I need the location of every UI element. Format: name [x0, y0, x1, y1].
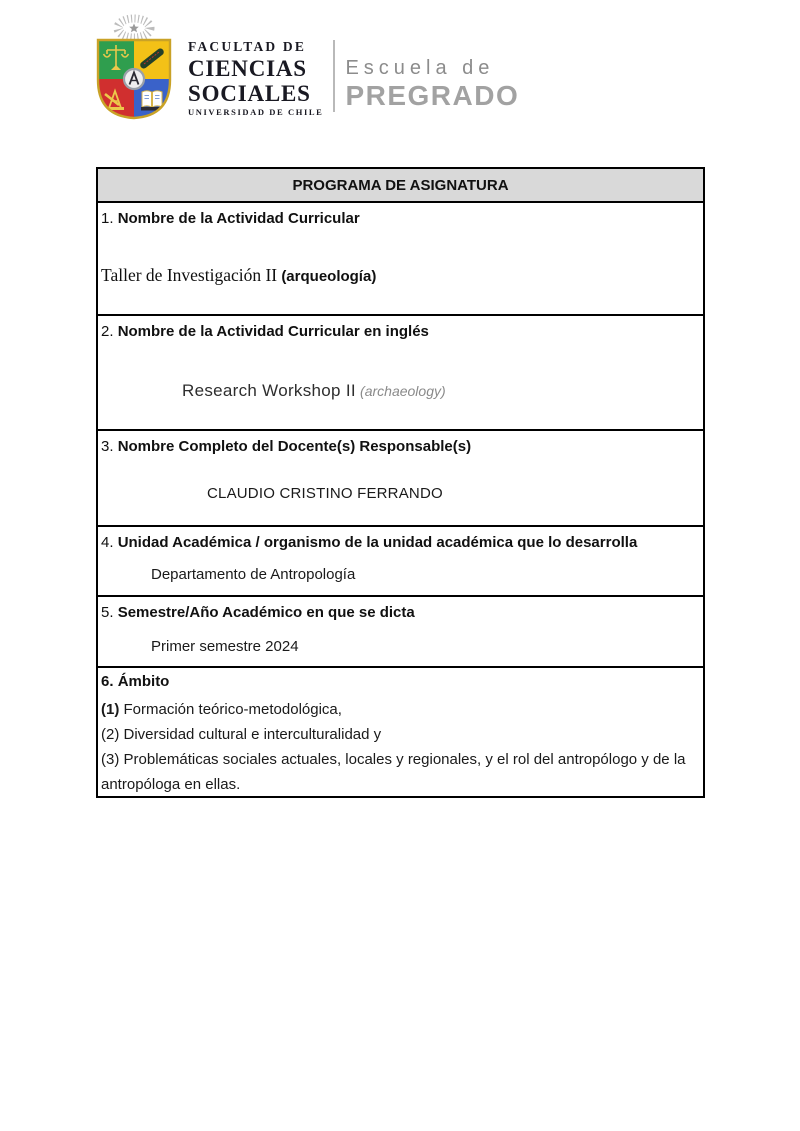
row6-number: 6.	[101, 673, 114, 690]
faculty-line1: FACULTAD DE	[188, 39, 307, 54]
table-row-curricular-name-english	[98, 316, 703, 431]
table-row-unidad-academica	[98, 527, 703, 597]
row4-number: 4.	[101, 534, 114, 551]
faculty-line3: SOCIALES	[188, 80, 311, 106]
docente-name: CLAUDIO CRISTINO FERRANDO	[207, 485, 443, 502]
row4-title: Unidad Académica / organismo de la unidad académica que lo desarrolla	[117, 534, 638, 551]
row3-title: Nombre Completo del Docente(s) Responsable(s)	[117, 438, 472, 455]
ambito-item-2-text: Diversidad cultural e interculturalidad y	[123, 726, 382, 743]
faculty-wordmark	[188, 40, 323, 116]
course-name-es-paren: (arqueología)	[281, 268, 377, 285]
ambito-item-1-prefix: (1)	[101, 701, 120, 718]
ambito-item-2-prefix: (2)	[101, 726, 120, 743]
semestre-value: Primer semestre 2024	[151, 638, 299, 655]
row1-value	[101, 265, 697, 287]
row1-label	[101, 209, 697, 229]
table-row-docente	[98, 431, 703, 527]
row5-title: Semestre/Año Académico en que se dicta	[117, 604, 415, 621]
school-line2: PREGRADO	[345, 80, 520, 111]
faculty-line2: CIENCIAS	[188, 55, 307, 81]
table-row-curricular-name	[98, 203, 703, 316]
row1-number: 1.	[101, 210, 114, 227]
row2-value	[101, 381, 697, 402]
row2-label	[101, 322, 697, 342]
row6-title: Ámbito	[117, 673, 170, 690]
row5-number: 5.	[101, 604, 114, 621]
row4-label	[101, 533, 697, 553]
unidad-academica-value: Departamento de Antropología	[151, 566, 356, 583]
ambito-item-2	[101, 722, 697, 747]
course-name-en-paren: (archaeology)	[360, 383, 446, 399]
ambito-item-3-text: Problemáticas sociales actuales, locales y regionales, y el rol del antropólogo y de la antropóloga en ellas.	[101, 751, 686, 793]
row6-label	[101, 672, 697, 692]
logo-divider	[333, 40, 335, 112]
university-name: UNIVERSIDAD DE CHILE	[188, 106, 324, 117]
program-table	[96, 167, 705, 798]
logo	[88, 14, 519, 122]
ambito-item-1-text: Formación teórico-metodológica,	[123, 701, 342, 718]
row5-label	[101, 603, 697, 623]
ambito-item-1	[101, 697, 697, 722]
university-crest-icon	[88, 14, 180, 122]
table-row-ambito	[98, 668, 703, 796]
row2-number: 2.	[101, 323, 114, 340]
course-name-en: Research Workshop II	[182, 381, 356, 400]
school-wordmark	[345, 58, 519, 110]
ambito-item-3	[101, 747, 697, 797]
ambito-item-3-prefix: (3)	[101, 751, 120, 768]
course-name-es: Taller de Investigación II	[101, 265, 278, 285]
row1-title: Nombre de la Actividad Curricular	[117, 210, 360, 227]
row3-number: 3.	[101, 438, 114, 455]
table-header: PROGRAMA DE ASIGNATURA	[98, 169, 703, 203]
ambito-list	[101, 697, 697, 797]
school-line1: Escuela de	[345, 57, 495, 79]
row2-title: Nombre de la Actividad Curricular en inglés	[117, 323, 429, 340]
row3-label	[101, 437, 697, 457]
table-row-semestre	[98, 597, 703, 668]
